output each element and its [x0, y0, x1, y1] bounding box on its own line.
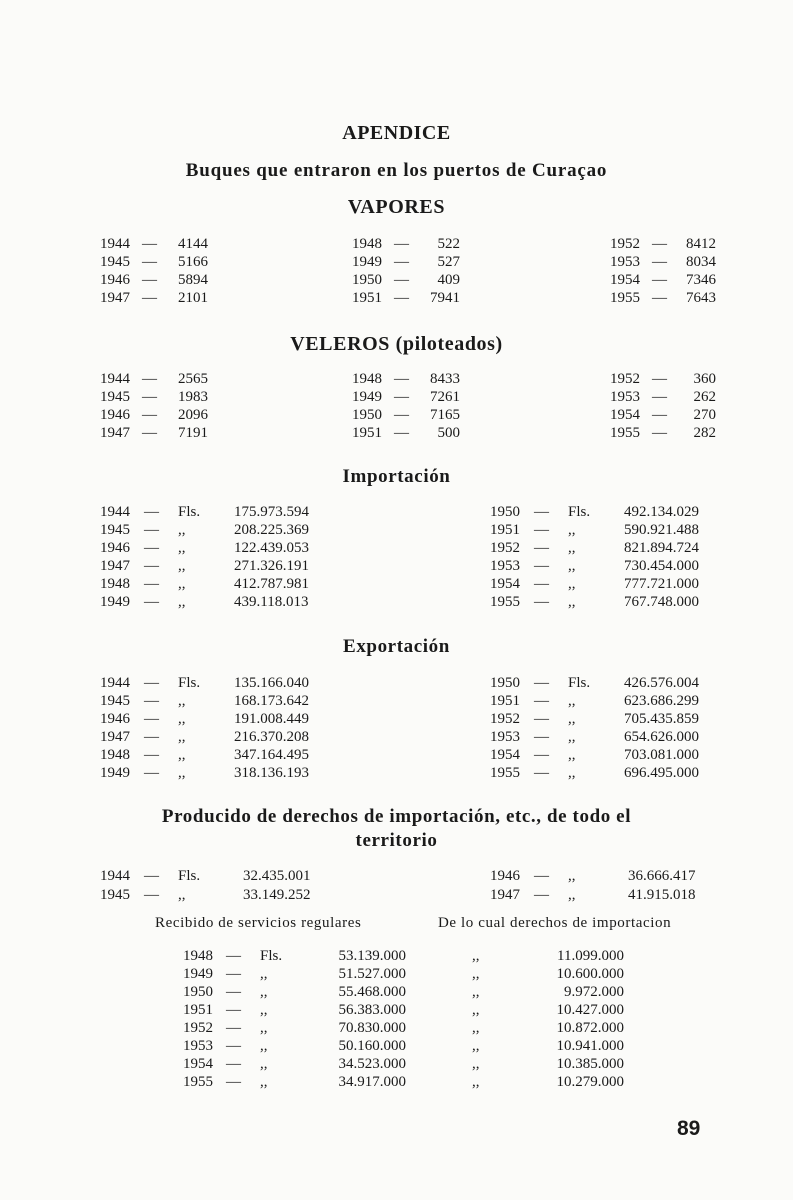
importacion-unit: ,,: [568, 558, 576, 574]
veleros-year: 1944: [100, 371, 130, 387]
exportacion-year: 1946: [100, 711, 130, 727]
exportacion-dash: —: [144, 675, 159, 691]
exportacion-year: 1951: [490, 693, 520, 709]
veleros-value: 7165: [430, 407, 460, 423]
importacion-value: 492.134.029: [624, 504, 699, 520]
exportacion-dash: —: [144, 747, 159, 763]
veleros-dash: —: [142, 407, 157, 423]
vapores-value: 5894: [178, 272, 208, 288]
exportacion-unit: ,,: [568, 729, 576, 745]
vapores-value: 7941: [430, 290, 460, 306]
detail-ditto: ,,: [472, 1056, 480, 1072]
importacion-year: 1950: [490, 504, 520, 520]
importacion-unit: ,,: [568, 522, 576, 538]
veleros-value: 7191: [178, 425, 208, 441]
exportacion-unit: ,,: [178, 765, 186, 781]
exportacion-dash: —: [144, 765, 159, 781]
detail-duties: 10.385.000: [556, 1056, 624, 1072]
importacion-dash: —: [144, 576, 159, 592]
vapores-value: 409: [437, 272, 460, 288]
importacion-year: 1951: [490, 522, 520, 538]
vapores-dash: —: [652, 290, 667, 306]
producido-unit: ,,: [568, 887, 576, 903]
detail-duties: 10.872.000: [556, 1020, 624, 1036]
exportacion-unit: ,,: [178, 729, 186, 745]
importacion-value: 208.225.369: [234, 522, 309, 538]
detail-dash: —: [226, 966, 241, 982]
veleros-dash: —: [652, 371, 667, 387]
veleros-dash: —: [652, 407, 667, 423]
importacion-dash: —: [534, 576, 549, 592]
exportacion-dash: —: [144, 693, 159, 709]
veleros-year: 1954: [610, 407, 640, 423]
veleros-value: 360: [693, 371, 716, 387]
producido-value: 33.149.252: [243, 887, 311, 903]
vapores-dash: —: [394, 272, 409, 288]
veleros-dash: —: [394, 425, 409, 441]
vapores-title: VAPORES: [347, 196, 446, 218]
vapores-value: 7346: [686, 272, 716, 288]
veleros-year: 1949: [352, 389, 382, 405]
producido-value: 32.435.001: [243, 868, 311, 884]
veleros-dash: —: [394, 371, 409, 387]
importacion-value: 730.454.000: [624, 558, 699, 574]
detail-duties: 9.972.000: [564, 984, 624, 1000]
veleros-year: 1948: [352, 371, 382, 387]
vapores-value: 522: [437, 236, 460, 252]
exportacion-value: 135.166.040: [234, 675, 309, 691]
detail-year: 1948: [183, 948, 213, 964]
exportacion-unit: ,,: [568, 747, 576, 763]
detail-received: 34.523.000: [338, 1056, 406, 1072]
exportacion-value: 623.686.299: [624, 693, 699, 709]
importacion-unit: Fls.: [178, 504, 201, 520]
exportacion-value: 654.626.000: [624, 729, 699, 745]
exportacion-value: 168.173.642: [234, 693, 309, 709]
exportacion-year: 1955: [490, 765, 520, 781]
vapores-year: 1945: [100, 254, 130, 270]
vapores-year: 1947: [100, 290, 130, 306]
exportacion-value: 426.576.004: [624, 675, 699, 691]
detail-duties: 10.941.000: [556, 1038, 624, 1054]
detail-unit: ,,: [260, 1002, 268, 1018]
detail-year: 1955: [183, 1074, 213, 1090]
vapores-year: 1949: [352, 254, 382, 270]
importacion-year: 1945: [100, 522, 130, 538]
veleros-year: 1945: [100, 389, 130, 405]
exportacion-unit: Fls.: [568, 675, 591, 691]
importacion-dash: —: [144, 504, 159, 520]
importacion-value: 271.326.191: [234, 558, 309, 574]
detail-unit: Fls.: [260, 948, 283, 964]
veleros-dash: —: [652, 389, 667, 405]
importacion-value: 821.894.724: [624, 540, 699, 556]
exportacion-year: 1945: [100, 693, 130, 709]
vapores-dash: —: [652, 272, 667, 288]
exportacion-year: 1952: [490, 711, 520, 727]
received-column-header: Recibido de servicios regulares: [155, 915, 362, 931]
detail-ditto: ,,: [472, 984, 480, 1000]
veleros-dash: —: [142, 371, 157, 387]
importacion-unit: ,,: [568, 576, 576, 592]
detail-duties: 10.427.000: [556, 1002, 624, 1018]
importacion-value: 439.118.013: [234, 594, 309, 610]
producido-year: 1947: [490, 887, 520, 903]
importacion-value: 412.787.981: [234, 576, 309, 592]
duties-column-header: De lo cual derechos de importacion: [438, 915, 672, 931]
exportacion-value: 347.164.495: [234, 747, 309, 763]
vapores-dash: —: [394, 236, 409, 252]
importacion-dash: —: [144, 540, 159, 556]
veleros-year: 1955: [610, 425, 640, 441]
vapores-year: 1955: [610, 290, 640, 306]
vapores-value: 5166: [178, 254, 208, 270]
detail-unit: ,,: [260, 966, 268, 982]
exportacion-year: 1950: [490, 675, 520, 691]
importacion-year: 1954: [490, 576, 520, 592]
detail-received: 53.139.000: [338, 948, 406, 964]
detail-dash: —: [226, 1038, 241, 1054]
exportacion-unit: Fls.: [178, 675, 201, 691]
veleros-dash: —: [142, 389, 157, 405]
exportacion-value: 216.370.208: [234, 729, 309, 745]
vapores-year: 1951: [352, 290, 382, 306]
vapores-dash: —: [142, 236, 157, 252]
detail-duties: 10.279.000: [556, 1074, 624, 1090]
importacion-dash: —: [534, 540, 549, 556]
exportacion-dash: —: [534, 747, 549, 763]
detail-unit: ,,: [260, 1074, 268, 1090]
exportacion-unit: ,,: [568, 711, 576, 727]
producido-title-line1: Producido de derechos de importación, etc., de todo el: [161, 806, 632, 827]
exportacion-dash: —: [534, 729, 549, 745]
exportacion-dash: —: [534, 765, 549, 781]
detail-year: 1952: [183, 1020, 213, 1036]
producido-title-line2: territorio: [355, 830, 438, 851]
exportacion-year: 1954: [490, 747, 520, 763]
detail-received: 34.917.000: [338, 1074, 406, 1090]
veleros-value: 282: [693, 425, 716, 441]
veleros-value: 2096: [178, 407, 208, 423]
exportacion-year: 1944: [100, 675, 130, 691]
veleros-dash: —: [394, 407, 409, 423]
vapores-value: 7643: [686, 290, 716, 306]
vapores-year: 1952: [610, 236, 640, 252]
vapores-dash: —: [142, 290, 157, 306]
vapores-value: 4144: [178, 236, 208, 252]
importacion-value: 767.748.000: [624, 594, 699, 610]
veleros-value: 270: [693, 407, 716, 423]
exportacion-value: 705.435.859: [624, 711, 699, 727]
importacion-unit: ,,: [178, 594, 186, 610]
importacion-unit: ,,: [178, 540, 186, 556]
producido-dash: —: [144, 868, 159, 884]
importacion-year: 1955: [490, 594, 520, 610]
exportacion-year: 1948: [100, 747, 130, 763]
importacion-value: 122.439.053: [234, 540, 309, 556]
importacion-dash: —: [534, 594, 549, 610]
veleros-value: 262: [693, 389, 716, 405]
exportacion-dash: —: [534, 675, 549, 691]
veleros-value: 7261: [430, 389, 460, 405]
exportacion-dash: —: [144, 729, 159, 745]
vapores-value: 8412: [686, 236, 716, 252]
detail-unit: ,,: [260, 1056, 268, 1072]
importacion-value: 175.973.594: [234, 504, 309, 520]
vapores-dash: —: [394, 254, 409, 270]
vapores-year: 1946: [100, 272, 130, 288]
exportacion-value: 703.081.000: [624, 747, 699, 763]
detail-dash: —: [226, 984, 241, 1000]
page-heading: APENDICE: [342, 122, 451, 144]
importacion-dash: —: [534, 558, 549, 574]
detail-received: 70.830.000: [338, 1020, 406, 1036]
importacion-year: 1953: [490, 558, 520, 574]
detail-year: 1950: [183, 984, 213, 1000]
vapores-dash: —: [652, 236, 667, 252]
producido-year: 1945: [100, 887, 130, 903]
detail-received: 55.468.000: [338, 984, 406, 1000]
veleros-dash: —: [394, 389, 409, 405]
vapores-value: 8034: [686, 254, 716, 270]
detail-ditto: ,,: [472, 1002, 480, 1018]
detail-dash: —: [226, 1074, 241, 1090]
detail-year: 1953: [183, 1038, 213, 1054]
detail-received: 51.527.000: [338, 966, 406, 982]
importacion-value: 590.921.488: [624, 522, 699, 538]
producido-dash: —: [144, 887, 159, 903]
producido-value: 41.915.018: [628, 887, 696, 903]
vapores-year: 1954: [610, 272, 640, 288]
importacion-dash: —: [144, 558, 159, 574]
importacion-unit: ,,: [178, 558, 186, 574]
veleros-value: 1983: [178, 389, 208, 405]
detail-unit: ,,: [260, 984, 268, 1000]
detail-ditto: ,,: [472, 948, 480, 964]
vapores-year: 1948: [352, 236, 382, 252]
importacion-dash: —: [144, 522, 159, 538]
importacion-title: Importación: [342, 466, 451, 487]
veleros-value: 8433: [430, 371, 460, 387]
detail-ditto: ,,: [472, 966, 480, 982]
detail-dash: —: [226, 1020, 241, 1036]
veleros-dash: —: [652, 425, 667, 441]
producido-unit: Fls.: [178, 868, 201, 884]
detail-year: 1954: [183, 1056, 213, 1072]
detail-ditto: ,,: [472, 1074, 480, 1090]
vapores-year: 1944: [100, 236, 130, 252]
vapores-value: 527: [437, 254, 460, 270]
importacion-value: 777.721.000: [624, 576, 699, 592]
exportacion-unit: ,,: [178, 747, 186, 763]
exportacion-value: 318.136.193: [234, 765, 309, 781]
detail-received: 50.160.000: [338, 1038, 406, 1054]
producido-unit: ,,: [568, 868, 576, 884]
producido-dash: —: [534, 887, 549, 903]
detail-duties: 11.099.000: [557, 948, 624, 964]
veleros-title: VELEROS (piloteados): [290, 333, 503, 355]
detail-dash: —: [226, 1002, 241, 1018]
importacion-unit: ,,: [568, 540, 576, 556]
importacion-dash: —: [534, 522, 549, 538]
exportacion-unit: ,,: [178, 711, 186, 727]
exportacion-unit: ,,: [178, 693, 186, 709]
vapores-dash: —: [142, 254, 157, 270]
exportacion-dash: —: [534, 693, 549, 709]
importacion-unit: ,,: [178, 576, 186, 592]
page-number: 89: [677, 1117, 701, 1140]
producido-year: 1946: [490, 868, 520, 884]
exportacion-value: 191.008.449: [234, 711, 309, 727]
detail-dash: —: [226, 1056, 241, 1072]
vapores-value: 2101: [178, 290, 208, 306]
detail-year: 1949: [183, 966, 213, 982]
detail-unit: ,,: [260, 1038, 268, 1054]
producido-year: 1944: [100, 868, 130, 884]
detail-year: 1951: [183, 1002, 213, 1018]
importacion-year: 1949: [100, 594, 130, 610]
importacion-year: 1946: [100, 540, 130, 556]
veleros-value: 500: [437, 425, 460, 441]
importacion-year: 1948: [100, 576, 130, 592]
importacion-year: 1952: [490, 540, 520, 556]
exportacion-title: Exportación: [343, 636, 450, 657]
importacion-year: 1947: [100, 558, 130, 574]
exportacion-dash: —: [534, 711, 549, 727]
veleros-year: 1947: [100, 425, 130, 441]
importacion-year: 1944: [100, 504, 130, 520]
producido-unit: ,,: [178, 887, 186, 903]
detail-unit: ,,: [260, 1020, 268, 1036]
detail-ditto: ,,: [472, 1038, 480, 1054]
producido-value: 36.666.417: [628, 868, 696, 884]
detail-dash: —: [226, 948, 241, 964]
veleros-dash: —: [142, 425, 157, 441]
importacion-unit: Fls.: [568, 504, 591, 520]
detail-received: 56.383.000: [338, 1002, 406, 1018]
exportacion-year: 1949: [100, 765, 130, 781]
veleros-value: 2565: [178, 371, 208, 387]
vapores-year: 1950: [352, 272, 382, 288]
detail-duties: 10.600.000: [556, 966, 624, 982]
vapores-dash: —: [652, 254, 667, 270]
veleros-year: 1953: [610, 389, 640, 405]
veleros-year: 1951: [352, 425, 382, 441]
vapores-dash: —: [394, 290, 409, 306]
importacion-unit: ,,: [178, 522, 186, 538]
detail-ditto: ,,: [472, 1020, 480, 1036]
veleros-year: 1946: [100, 407, 130, 423]
importacion-dash: —: [144, 594, 159, 610]
exportacion-unit: ,,: [568, 693, 576, 709]
exportacion-year: 1947: [100, 729, 130, 745]
veleros-year: 1952: [610, 371, 640, 387]
vapores-year: 1953: [610, 254, 640, 270]
importacion-dash: —: [534, 504, 549, 520]
exportacion-dash: —: [144, 711, 159, 727]
exportacion-year: 1953: [490, 729, 520, 745]
exportacion-unit: ,,: [568, 765, 576, 781]
importacion-unit: ,,: [568, 594, 576, 610]
exportacion-value: 696.495.000: [624, 765, 699, 781]
vapores-dash: —: [142, 272, 157, 288]
veleros-year: 1950: [352, 407, 382, 423]
producido-dash: —: [534, 868, 549, 884]
page-subtitle: Buques que entraron en los puertos de Curaçao: [185, 160, 608, 181]
